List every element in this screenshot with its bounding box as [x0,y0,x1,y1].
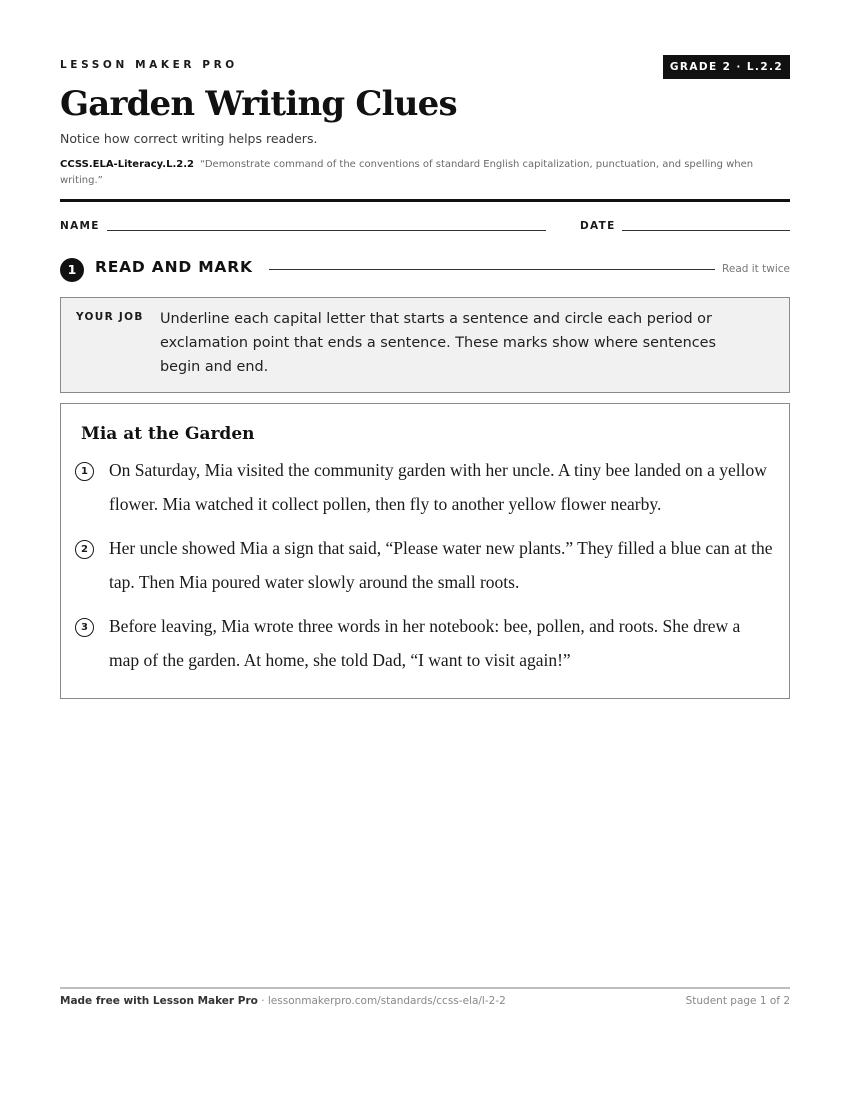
footer-url[interactable]: · lessonmakerpro.com/standards/ccss-ela/l-2-2 [257,995,506,1007]
page-subtitle: Notice how correct writing helps readers. [60,131,318,146]
page-title: Garden Writing Clues [60,84,457,124]
paragraph-text: Before leaving, Mia wrote three words in her notebook: bee, pollen, and roots. She drew a map of the garden. At home, she told Dad, “I want to visit again!” [109,616,741,670]
date-field[interactable] [622,230,790,231]
page-number: Student page 1 of 2 [685,995,790,1007]
standard-description [60,157,790,189]
standard-code: CCSS.ELA-Literacy.L.2.2 [60,159,194,170]
grade-badge: GRADE 2 · L.2.2 [663,55,790,79]
story-title: Mia at the Garden [81,424,255,444]
header-divider [60,199,790,202]
paragraph-number: 1 [75,462,94,481]
worksheet-page [60,0,790,1100]
brand-name: LESSON MAKER PRO [60,59,238,71]
date-label: DATE [580,220,616,232]
footer-credit [60,995,506,1007]
section-divider [269,269,715,270]
paragraph-number: 2 [75,540,94,559]
story-box [60,403,790,699]
paragraph-text: Her uncle showed Mia a sign that said, “Please water new plants.” They filled a blue can at the tap. Then Mia poured water slowly around the small roots. [109,538,773,592]
standard-text: “Demonstrate command of the conventions of standard English capitalization, punctuation, and spelling when writing.” [60,159,754,186]
paragraph-number: 3 [75,618,94,637]
footer-made-with: Made free with Lesson Maker Pro [60,995,258,1007]
section-title: READ AND MARK [95,258,253,276]
instructions-label: YOUR JOB [76,311,144,323]
footer-divider [60,987,790,989]
name-label: NAME [60,220,100,232]
name-field[interactable] [107,230,546,231]
paragraph-text: On Saturday, Mia visited the community garden with her uncle. A tiny bee landed on a yellow flower. Mia watched it collect pollen, then fly to another yellow flower nearby. [109,460,767,514]
section-number-badge: 1 [60,258,84,282]
instructions-box [60,297,790,393]
section-note: Read it twice [722,263,790,275]
instructions-text: Underline each capital letter that starts a sentence and circle each period or exclamation point that ends a sentence. These marks show where sentences begin and end. [160,311,716,375]
